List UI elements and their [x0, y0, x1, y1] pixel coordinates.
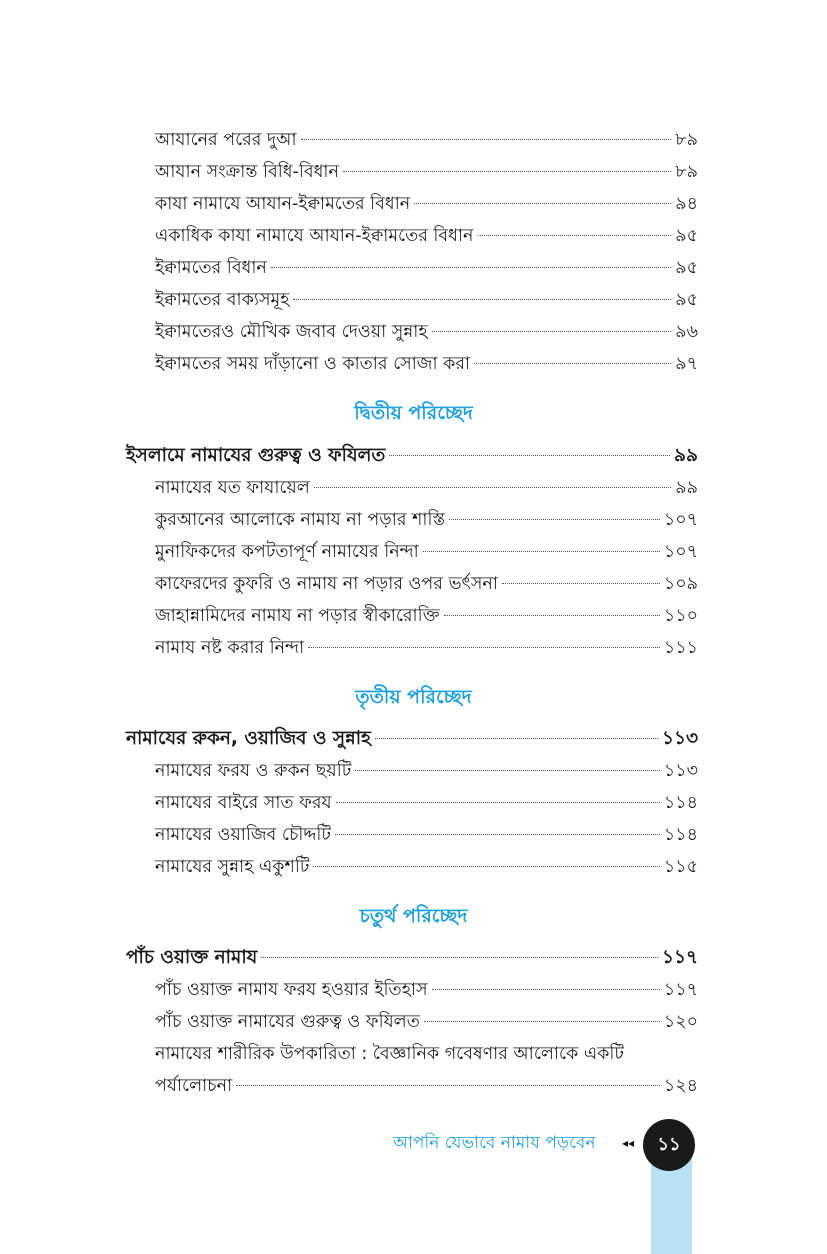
toc-entry-title: পর্যালোচনা — [155, 1076, 233, 1096]
leader-dots — [444, 615, 660, 616]
toc-entry-title: জাহান্নামিদের নামায না পড়ার স্বীকারোক্তি — [155, 606, 440, 626]
running-footer-title: আপনি যেভাবে নামায পড়বেন — [393, 1133, 596, 1153]
chapter-heading: চতুর্থ পরিচ্ছেদ — [359, 905, 468, 927]
toc-entry-page: ১১৪ — [663, 793, 698, 813]
toc-entry-page: ৯৯ — [675, 478, 698, 498]
toc-entry-page: ৯৯ — [673, 445, 698, 466]
toc-entry-title: পাঁচ ওয়াক্ত নামাযের গুরুত্ব ও ফযিলত — [155, 1012, 420, 1032]
toc-entry — [155, 791, 698, 815]
page-number-badge — [643, 1119, 695, 1171]
leader-dots — [293, 299, 671, 300]
toc-entry — [155, 978, 698, 1002]
toc-entry — [155, 288, 698, 312]
toc-entry-page: ১১৫ — [663, 857, 698, 877]
leader-dots — [314, 487, 671, 488]
toc-entry-title: নামাযের ফরয ও রুকন ছয়টি — [155, 761, 352, 781]
leader-dots — [335, 834, 660, 835]
toc-entry-page: ৯৫ — [675, 258, 698, 278]
toc-main-entry — [126, 946, 698, 970]
toc-entry — [155, 320, 698, 344]
leader-dots — [343, 171, 671, 172]
toc-entry-page: ৯৫ — [675, 290, 698, 310]
toc-entry — [155, 160, 698, 184]
toc-entry-title: ইক্বামতেরও মৌখিক জবাব দেওয়া সুন্নাহ — [155, 322, 428, 342]
toc-entry-title: নামাযের বাইরে সাত ফরয — [155, 793, 332, 813]
toc-entry — [155, 192, 698, 216]
leader-dots — [478, 235, 672, 236]
toc-entry-page: ৯৫ — [675, 226, 698, 246]
toc-entry — [155, 352, 698, 376]
leader-dots — [424, 1021, 660, 1022]
toc-entry-title: ইক্বামতের বিধান — [155, 258, 267, 278]
leader-dots — [308, 647, 660, 648]
toc-entry-page: ৮৯ — [675, 130, 698, 150]
toc-entry — [155, 224, 698, 248]
leader-dots — [301, 139, 672, 140]
leader-dots — [414, 203, 671, 204]
leader-dots — [261, 957, 658, 958]
leader-dots — [313, 866, 659, 867]
toc-entry — [155, 1074, 698, 1098]
leader-dots — [449, 519, 660, 520]
toc-entry-page: ৮৯ — [675, 162, 698, 182]
toc-main-entry — [126, 727, 698, 751]
toc-main-entry — [126, 444, 698, 468]
chapter-heading: তৃতীয় পরিচ্ছেদ — [355, 686, 472, 708]
page-number: ১১ — [657, 1133, 681, 1155]
toc-entry-page: ১১৭ — [661, 947, 698, 968]
toc-entry-title: পাঁচ ওয়াক্ত নামায ফরয হওয়ার ইতিহাস — [155, 980, 428, 1000]
toc-entry-page: ৯৭ — [675, 354, 698, 374]
leader-dots — [336, 802, 660, 803]
toc-entry-page: ১১৩ — [661, 728, 698, 749]
toc-entry — [155, 572, 698, 596]
leader-dots — [271, 267, 671, 268]
leader-dots — [355, 770, 660, 771]
toc-entry — [155, 128, 698, 152]
leader-dots — [432, 331, 672, 332]
toc-entry — [155, 636, 698, 660]
toc-entry-page: ১১৭ — [663, 980, 698, 1000]
toc-entry-title: নামাযের সুন্নাহ একুশটি — [155, 857, 310, 877]
toc-entry-title: মুনাফিকদের কপটতাপূর্ণ নামাযের নিন্দা — [155, 542, 419, 562]
toc-entry-title: কুরআনের আলোকে নামায না পড়ার শাস্তি — [155, 510, 446, 530]
toc-entry-title: নামাযের রুকন, ওয়াজিব ও সুন্নাহ — [126, 728, 371, 749]
toc-entry — [155, 476, 698, 500]
leader-dots — [423, 551, 660, 552]
toc-entry-line1: নামাযের শারীরিক উপকারিতা : বৈজ্ঞানিক গবেষণার আলোকে একটি — [155, 1044, 624, 1064]
toc-entry-page: ১১০ — [663, 606, 698, 626]
toc-entry — [155, 823, 698, 847]
leader-dots — [236, 1085, 660, 1086]
toc-entry — [155, 256, 698, 280]
toc-entry — [155, 1010, 698, 1034]
toc-entry-title: ইক্বামতের সময় দাঁড়ানো ও কাতার সোজা করা — [155, 354, 471, 374]
toc-entry-title: নামায নষ্ট করার নিন্দা — [155, 638, 305, 658]
toc-entry — [155, 604, 698, 628]
double-arrow-left-icon: ◂◂ — [622, 1136, 635, 1150]
toc-entry-title: আযানের পরের দুআ — [155, 130, 297, 150]
toc-entry-title: কাফেরদের কুফরি ও নামায না পড়ার ওপর ভর্ৎসনা — [155, 574, 498, 594]
toc-entry-title: নামাযের ওয়াজিব চৌদ্দটি — [155, 825, 331, 845]
toc-entry-title: নামাযের যত ফাযায়েল — [155, 478, 310, 498]
toc-entry-title: ইসলামে নামাযের গুরুত্ব ও ফযিলত — [126, 445, 386, 466]
toc-entry-page: ১২০ — [663, 1012, 698, 1032]
leader-dots — [432, 989, 660, 990]
toc-entry-page: ১২৪ — [663, 1076, 698, 1096]
leader-dots — [375, 738, 658, 739]
toc-entry-page: ১০৯ — [663, 574, 698, 594]
toc-entry-page: ৯৬ — [675, 322, 698, 342]
leader-dots — [502, 583, 660, 584]
toc-entry-page: ১০৭ — [663, 542, 698, 562]
toc-entry-title: একাধিক কাযা নামাযে আযান-ইক্বামতের বিধান — [155, 226, 474, 246]
toc-entry — [155, 540, 698, 564]
toc-entry — [155, 759, 698, 783]
toc-entry-page: ৯৪ — [675, 194, 698, 214]
toc-entry-title: ইক্বামতের বাক্যসমূহ — [155, 290, 290, 310]
toc-entry-title: আযান সংক্রান্ত বিধি-বিধান — [155, 162, 339, 182]
toc-entry-title: কাযা নামাযে আযান-ইক্বামতের বিধান — [155, 194, 411, 214]
toc-entry-page: ১১৪ — [663, 825, 698, 845]
chapter-heading: দ্বিতীয় পরিচ্ছেদ — [354, 402, 473, 424]
toc-entry-page: ১১৩ — [663, 761, 698, 781]
toc-entry — [155, 508, 698, 532]
toc-entry — [155, 855, 698, 879]
leader-dots — [474, 363, 671, 364]
toc-entry-page: ১১১ — [663, 638, 698, 658]
toc-entry-page: ১০৭ — [663, 510, 698, 530]
toc-entry-title: পাঁচ ওয়াক্ত নামায — [126, 947, 258, 968]
leader-dots — [389, 455, 670, 456]
